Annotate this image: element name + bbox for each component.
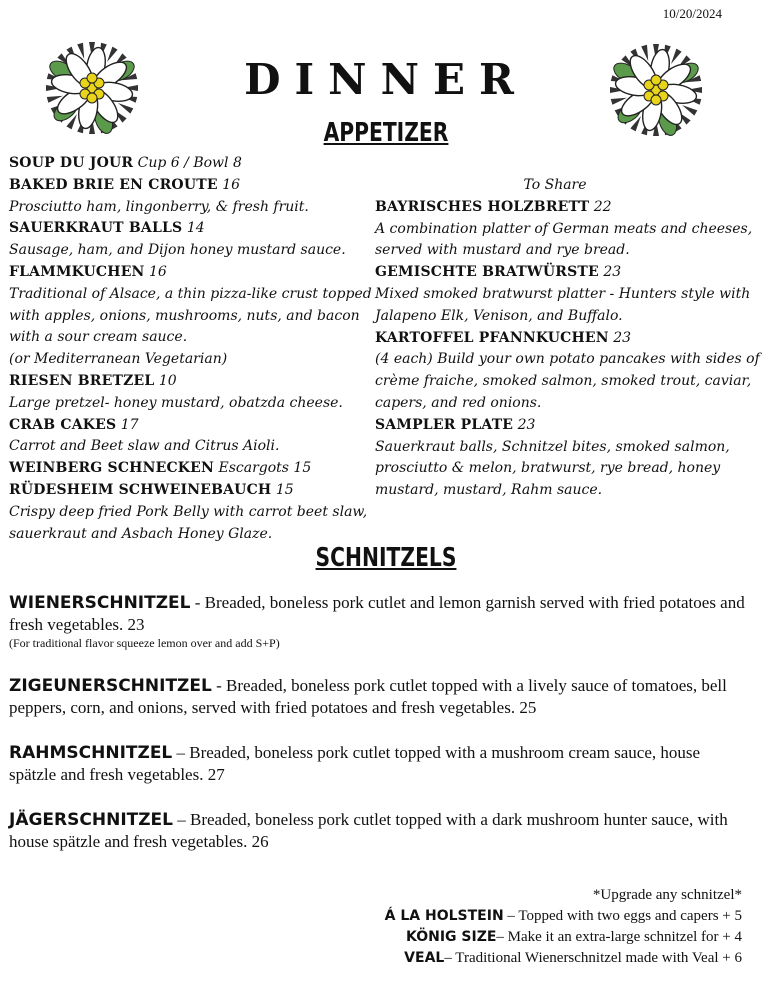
- item-name: SOUP DU JOUR: [9, 155, 134, 171]
- item-description: – Traditional Wienerschnitzel made with Veal + 6: [444, 950, 742, 966]
- list-item: [375, 415, 760, 502]
- item-note: (For traditional flavor squeeze lemon over and add S+P): [9, 636, 280, 650]
- item-price: 23: [603, 264, 622, 281]
- item-name: GEMISCHTE BRATWÜRSTE: [375, 264, 599, 281]
- list-item: [385, 948, 742, 969]
- to-share-label: To Share: [523, 177, 587, 193]
- item-description: Prosciutto ham, lingonberry, & fresh fruit.: [9, 198, 309, 215]
- item-price: 17: [120, 416, 139, 433]
- item-price: Cup 6 / Bowl 8: [137, 155, 242, 171]
- list-item: [385, 906, 742, 927]
- item-description: Carrot and Beet slaw and Citrus Aioli.: [9, 438, 280, 455]
- appetizer-heading: APPETIZER: [323, 118, 449, 148]
- item-price: 10: [158, 372, 177, 389]
- upgrade-section: [385, 885, 742, 969]
- item-name: VEAL: [404, 950, 445, 966]
- item-price: 22: [593, 198, 612, 215]
- list-item: [9, 809, 749, 852]
- item-price: 23: [517, 416, 536, 433]
- item-name: ZIGEUNERSCHNITZEL: [9, 676, 212, 696]
- item-description: Sauerkraut balls, Schnitzel bites, smoked salmon, prosciutto & melon, bratwurst, rye bread, honey mustard, mustard, Rahm sauce.: [375, 438, 730, 499]
- list-item: [9, 262, 379, 371]
- item-description: (4 each) Build your own potato pancakes with sides of crème fraiche, smoked salmon, smoked trout, caviar, capers, and red onions.: [375, 351, 760, 411]
- item-price: 14: [186, 220, 205, 237]
- list-item: [9, 458, 379, 480]
- item-description: - Breaded, boneless pork cutlet topped with a lively sauce of tomatoes, bell peppers, corn, and onions, served with fried potatoes and fresh vegetables. 25: [9, 676, 727, 717]
- appetizer-left-column: [9, 153, 379, 545]
- item-price: Escargots 15: [218, 460, 312, 477]
- item-description: Crispy deep fried Pork Belly with carrot beet slaw, sauerkraut and Asbach Honey Glaze.: [9, 503, 368, 542]
- list-item: [9, 218, 379, 262]
- list-item: [375, 328, 760, 415]
- item-price: 15: [275, 481, 294, 498]
- item-description: Sausage, ham, and Dijon honey mustard sauce.: [9, 242, 346, 259]
- list-item: [9, 742, 749, 785]
- item-name: Á LA HOLSTEIN: [384, 908, 504, 924]
- list-item: [9, 371, 379, 415]
- item-description: Large pretzel- honey mustard, obatzda cheese.: [9, 394, 343, 411]
- item-description: – Breaded, boneless pork cutlet topped with a dark mushroom hunter sauce, with house spätzle and fresh vegetables. 26: [9, 810, 728, 851]
- schnitzel-list: [9, 592, 749, 876]
- item-name: KARTOFFEL PFANNKUCHEN: [375, 329, 609, 346]
- item-name: SAMPLER PLATE: [375, 416, 514, 433]
- item-name: RIESEN BRETZEL: [9, 372, 155, 389]
- item-name: KÖNIG SIZE: [405, 929, 497, 945]
- appetizer-right-column: [375, 175, 760, 502]
- menu-date: 10/20/2024: [662, 6, 722, 21]
- list-item: [9, 153, 379, 175]
- list-item: [375, 262, 760, 327]
- upgrade-heading: *Upgrade any schnitzel*: [592, 887, 742, 903]
- item-name: JÄGERSCHNITZEL: [9, 810, 174, 830]
- list-item: [9, 675, 749, 718]
- item-name: BAKED BRIE EN CROUTE: [9, 176, 218, 193]
- item-name: WEINBERG SCHNECKEN: [9, 460, 215, 477]
- item-name: WIENERSCHNITZEL: [9, 593, 191, 613]
- item-description: Traditional of Alsace, a thin pizza-like crust topped with apples, onions, mushrooms, nuts, and bacon with a sour cream sauce.: [9, 285, 372, 346]
- list-item: [9, 415, 379, 459]
- item-name: FLAMMKUCHEN: [9, 263, 145, 280]
- item-price: 23: [613, 329, 632, 346]
- item-name: CRAB CAKES: [9, 416, 117, 433]
- item-description: A combination platter of German meats and cheeses, served with mustard and rye bread.: [375, 220, 753, 259]
- schnitzels-heading: SCHNITZELS: [315, 543, 457, 573]
- item-description: Mixed smoked bratwurst platter - Hunters style with Jalapeno Elk, Venison, and Buffalo.: [375, 285, 751, 324]
- item-name: SAUERKRAUT BALLS: [9, 220, 183, 237]
- item-name: RAHMSCHNITZEL: [9, 743, 173, 763]
- item-description: - Breaded, boneless pork cutlet and lemon garnish served with fried potatoes and fresh vegetables. 23: [9, 593, 745, 634]
- item-description: – Breaded, boneless pork cutlet topped with a mushroom cream sauce, house spätzle and fresh vegetables. 27: [9, 743, 701, 784]
- list-item: [9, 480, 379, 545]
- item-price: 16: [222, 176, 241, 193]
- item-name: RÜDESHEIM SCHWEINEBAUCH: [9, 481, 272, 498]
- list-item: [9, 592, 749, 651]
- menu-title: DINNER: [244, 55, 528, 104]
- item-description: – Topped with two eggs and capers + 5: [503, 908, 742, 924]
- list-item: [385, 927, 742, 948]
- item-note: (or Mediterranean Vegetarian): [9, 351, 228, 368]
- list-item: [375, 197, 760, 262]
- item-price: 16: [149, 263, 167, 280]
- list-item: [9, 175, 379, 219]
- item-name: BAYRISCHES HOLZBRETT: [375, 198, 590, 215]
- item-description: – Make it an extra-large schnitzel for + 4: [496, 929, 742, 945]
